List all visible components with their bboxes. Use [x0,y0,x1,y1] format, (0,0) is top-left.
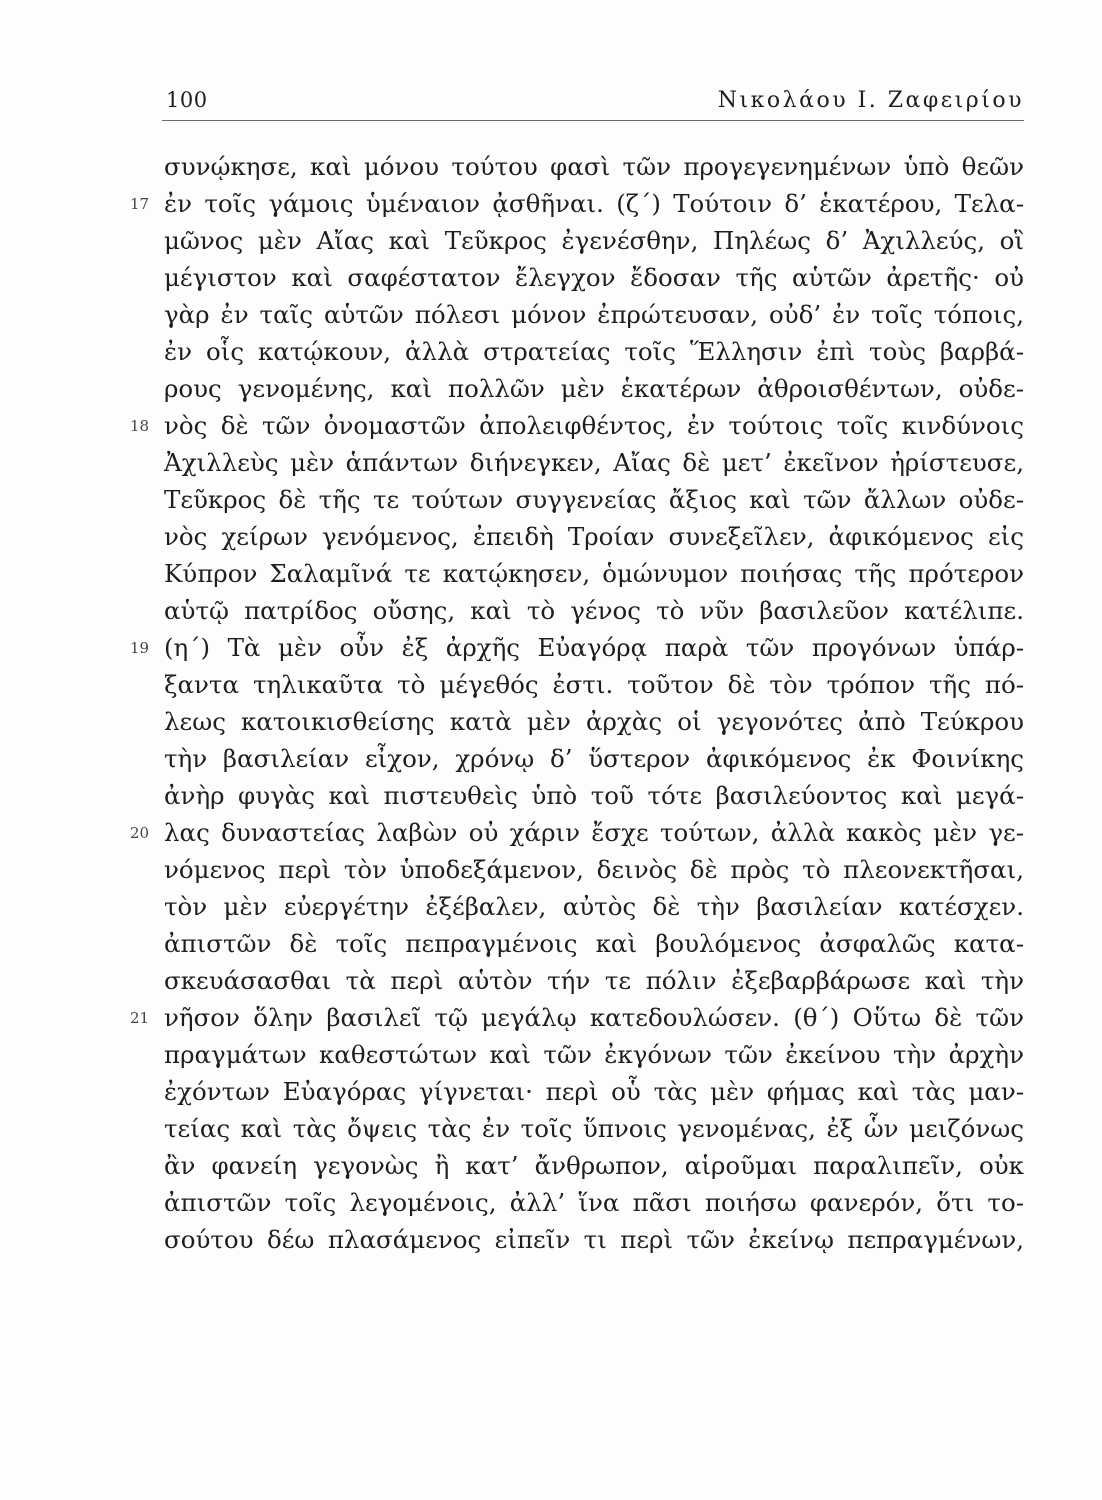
text-line [164,1184,1024,1221]
text-line [164,333,1024,370]
line-text: τὴν βασιλείαν εἶχον, χρόνῳ δ’ ὕστερον ἀφικόμενος ἐκ Φοινίκης [164,744,1024,773]
line-text: ρους γενομένης, καὶ πολλῶν μὲν ἑκατέρων ἀθροισθέντων, οὐδε- [164,374,1024,403]
text-line [130,185,1024,222]
text-line [130,814,1024,851]
text-line [164,592,1024,629]
text-line [164,851,1024,888]
text-line [130,999,1024,1036]
line-text: τείας καὶ τὰς ὄψεις τὰς ἐν τοῖς ὕπνοις γενομένας, ἐξ ὧν μειζόνως [164,1114,1024,1143]
text-line [164,296,1024,333]
text-line [164,1036,1024,1073]
text-line [164,1110,1024,1147]
text-line [130,407,1024,444]
line-text: σούτου δέω πλασάμενος εἰπεῖν τι περὶ τῶν ἐκείνῳ πεπραγμένων, [164,1225,1024,1254]
text-line [130,629,1024,666]
margin-section-number: 20 [130,824,150,842]
text-line [164,222,1024,259]
line-text: νῆσον ὅλην βασιλεῖ τῷ μεγάλῳ κατεδουλώσεν. (θ΄) Οὕτω δὲ τῶν [164,1003,1024,1032]
header-rule [162,120,1024,121]
text-line [164,259,1024,296]
line-text: αὑτῷ πατρίδος οὔσης, καὶ τὸ γένος τὸ νῦν βασιλεῦον κατέλιπε. [164,596,1024,625]
line-text: ἐν τοῖς γάμοις ὑμέναιον ᾀσθῆναι. (ζ΄) Τούτοιν δ’ ἑκατέρου, Τελα- [164,189,1024,218]
line-text: ἐχόντων Εὐαγόρας γίγνεται· περὶ οὗ τὰς μὲν φήμας καὶ τὰς μαν- [164,1077,1024,1106]
line-text: ἂν φανείη γεγονὼς ἢ κατ’ ἄνθρωπον, αἱροῦμαι παραλιπεῖν, οὐκ [164,1151,1024,1180]
line-text: πραγμάτων καθεστώτων καὶ τῶν ἐκγόνων τῶν ἐκείνου τὴν ἀρχὴν [164,1040,1024,1069]
body-text [130,148,1024,1258]
page-number: 100 [166,88,208,112]
text-line [164,703,1024,740]
text-line [164,370,1024,407]
text-line [164,925,1024,962]
line-text: λας δυναστείας λαβὼν οὐ χάριν ἔσχε τούτων, ἀλλὰ κακὸς μὲν γε- [164,818,1024,847]
line-text: νὸς χείρων γενόμενος, ἐπειδὴ Τροίαν συνεξεῖλεν, ἀφικόμενος εἰς [164,522,1024,551]
line-text: τὸν μὲν εὐεργέτην ἐξέβαλεν, αὐτὸς δὲ τὴν βασιλείαν κατέσχεν. [164,892,1024,921]
line-text: συνῴκησε, καὶ μόνου τούτου φασὶ τῶν προγεγενημένων ὑπὸ θεῶν [164,152,1024,181]
margin-section-number: 17 [130,195,150,213]
text-line [164,962,1024,999]
line-text: σκευάσασθαι τὰ περὶ αὑτὸν τήν τε πόλιν ἐξεβαρβάρωσε καὶ τὴν [164,966,1024,995]
running-head: Νικολάου Ι. Ζαφειρίου [717,88,1024,113]
line-text: λεως κατοικισθείσης κατὰ μὲν ἀρχὰς οἱ γεγονότες ἀπὸ Τεύκρου [164,707,1024,736]
margin-section-number: 21 [130,1009,150,1027]
text-line [164,518,1024,555]
line-text: γὰρ ἐν ταῖς αὑτῶν πόλεσι μόνον ἐπρώτευσαν, οὐδ’ ἐν τοῖς τόποις, [164,300,1024,329]
line-text: νόμενος περὶ τὸν ὑποδεξάμενον, δεινὸς δὲ πρὸς τὸ πλεονεκτῆσαι, [164,855,1024,884]
text-line [164,481,1024,518]
page-header [162,88,1024,118]
margin-section-number: 19 [130,639,150,657]
text-line [164,666,1024,703]
line-text: ἀνὴρ φυγὰς καὶ πιστευθεὶς ὑπὸ τοῦ τότε βασιλεύοντος καὶ μεγά- [164,781,1024,810]
line-text: Τεῦκρος δὲ τῆς τε τούτων συγγενείας ἄξιος καὶ τῶν ἄλλων οὐδε- [164,485,1024,514]
line-text: ἀπιστῶν τοῖς λεγομένοις, ἀλλ’ ἵνα πᾶσι ποιήσω φανερόν, ὅτι το- [164,1188,1024,1217]
line-text: νὸς δὲ τῶν ὀνομαστῶν ἀπολειφθέντος, ἐν τούτοις τοῖς κινδύνοις [164,411,1024,440]
text-line [164,1221,1024,1258]
line-text: ἀπιστῶν δὲ τοῖς πεπραγμένοις καὶ βουλόμενος ἀσφαλῶς κατα- [164,929,1024,958]
margin-section-number: 18 [130,417,150,435]
text-line [164,555,1024,592]
text-line [164,444,1024,481]
line-text: (η΄) Τὰ μὲν οὖν ἐξ ἀρχῆς Εὐαγόρᾳ παρὰ τῶν προγόνων ὑπάρ- [164,633,1024,662]
text-line [164,1147,1024,1184]
line-text: Ἀχιλλεὺς μὲν ἁπάντων διήνεγκεν, Αἴας δὲ μετ’ ἐκεῖνον ἠρίστευσε, [164,448,1024,477]
text-line [164,777,1024,814]
text-line [164,888,1024,925]
line-text: μέγιστον καὶ σαφέστατον ἔλεγχον ἔδοσαν τῆς αὑτῶν ἀρετῆς· οὐ [164,263,1024,292]
line-text: μῶνος μὲν Αἴας καὶ Τεῦκρος ἐγενέσθην, Πηλέως δ’ Ἀχιλλεύς, οἳ [164,226,1024,255]
text-line [164,148,1024,185]
text-line [164,740,1024,777]
text-line [164,1073,1024,1110]
line-text: Κύπρον Σαλαμῖνά τε κατῴκησεν, ὁμώνυμον ποιήσας τῆς πρότερον [164,559,1024,588]
line-text: ξαντα τηλικαῦτα τὸ μέγεθός ἐστι. τοῦτον δὲ τὸν τρόπον τῆς πό- [164,670,1024,699]
line-text: ἐν οἷς κατῴκουν, ἀλλὰ στρατείας τοῖς Ἕλλησιν ἐπὶ τοὺς βαρβά- [164,337,1024,366]
